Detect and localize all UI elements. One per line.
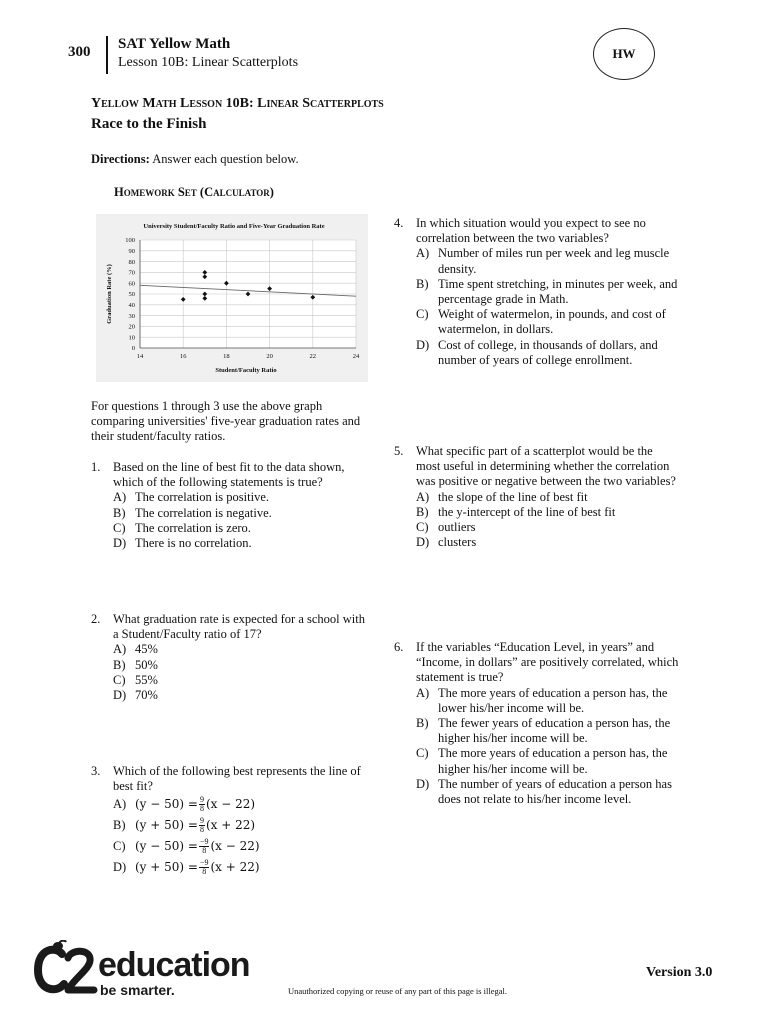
answer-option[interactable]: B) 50% (113, 657, 158, 672)
directions-label: Directions: (91, 152, 150, 166)
y-tick-label: 0 (131, 345, 135, 353)
question-number: 3. (91, 764, 101, 778)
y-tick-label: 70 (128, 269, 135, 277)
answer-option[interactable]: A) (y − 50) = $\frac{9}{8}$ (x − 22) (113, 795, 256, 814)
section-title: Race to the Finish (91, 116, 207, 132)
scatterplot-chart (96, 214, 368, 382)
question-stem: In which situation would you expect to see no correlation between the two variables? (416, 216, 646, 246)
question-6 (394, 640, 679, 807)
course-title: SAT Yellow Math (118, 36, 231, 52)
hw-badge: HW (593, 28, 655, 80)
y-tick-label: 100 (125, 237, 135, 245)
question-stem: What specific part of a scatterplot would be the most useful in determining whether the correlation was positive or negative between the two variables? (416, 444, 676, 489)
answer-option[interactable]: C) outliers (416, 520, 476, 535)
lesson-title: Yellow Math Lesson 10B: Linear Scatterplots (91, 96, 384, 111)
question-5 (394, 444, 679, 550)
x-tick-label: 20 (266, 353, 273, 360)
scatterplot-figure (96, 214, 368, 382)
y-tick-label: 30 (128, 312, 135, 320)
question-2 (91, 612, 366, 703)
answer-option[interactable]: B) the y-intercept of the line of best fit (416, 504, 616, 519)
question-number: 2. (91, 612, 101, 626)
answer-option[interactable]: C) (y − 50) = $\frac{-9}{8}$ (x − 22) (113, 837, 260, 856)
answer-option[interactable]: B) Time spent stretching, in minutes per week, and percentage grade in Math. (416, 276, 678, 307)
answer-option[interactable]: D) There is no correlation. (113, 536, 252, 551)
question-3 (91, 764, 366, 878)
y-tick-label: 10 (128, 334, 135, 342)
header-divider (106, 36, 108, 74)
x-tick-label: 16 (179, 353, 187, 360)
directions (91, 152, 299, 167)
chart-x-label: Student/Faculty Ratio (215, 367, 277, 374)
answer-option[interactable]: D) clusters (416, 535, 477, 550)
y-tick-label: 20 (128, 323, 135, 331)
answer-option[interactable]: C) Weight of watermelon, in pounds, and cost of watermelon, in dollars. (416, 307, 666, 337)
question-4 (394, 216, 679, 368)
homework-set-heading: Homework Set (Calculator) (114, 185, 274, 199)
answer-option[interactable]: C) The more years of education a person has, the higher his/her income will be. (416, 746, 668, 776)
answer-option[interactable]: D) (y + 50) = $\frac{-9}{8}$ (x + 22) (113, 858, 260, 877)
version-label: Version 3.0 (646, 965, 713, 980)
x-tick-label: 22 (309, 353, 317, 360)
x-tick-label: 14 (136, 353, 144, 360)
answer-option[interactable]: B) The fewer years of education a person has, the higher his/her income will be. (416, 716, 671, 746)
answer-option[interactable]: A) the slope of the line of best fit (416, 489, 588, 504)
c2-logo-icon (34, 940, 98, 996)
question-stem: What graduation rate is expected for a school with a Student/Faculty ratio of 17? (113, 612, 365, 642)
answer-option[interactable]: C) The correlation is zero. (113, 520, 251, 535)
chart-title: University Student/Faculty Ratio and Five-Year Graduation Rate (143, 223, 325, 230)
answer-option[interactable]: A) The more years of education a person has, the lower his/her income will be. (416, 685, 668, 715)
logo-wordmark: education (98, 946, 250, 984)
question-stem: Based on the line of best fit to the data shown, which of the following statements is true? (113, 460, 345, 490)
question-number: 4. (394, 216, 404, 230)
y-tick-label: 80 (128, 258, 135, 266)
answer-option[interactable]: D) Cost of college, in thousands of dollars, and number of years of college enrollment. (416, 337, 658, 367)
answer-option[interactable]: D) The number of years of education a person has does not relate to his/her income level. (416, 776, 672, 807)
y-tick-label: 60 (128, 280, 135, 288)
lesson-subtitle: Lesson 10B: Linear Scatterplots (118, 55, 299, 70)
directions-text: Answer each question below. (149, 152, 299, 166)
question-number: 1. (91, 460, 101, 474)
y-tick-label: 50 (128, 291, 135, 299)
x-tick-label: 24 (352, 353, 360, 360)
question-number: 5. (394, 444, 404, 458)
answer-option[interactable]: B) The correlation is negative. (113, 505, 272, 520)
question-stem: Which of the following best represents the line of best fit? (113, 764, 361, 794)
chart-y-label: Graduation Rate (%) (106, 264, 113, 324)
question-stem: If the variables “Education Level, in years” and “Income, in dollars” are positively correlated, which statement is true? (416, 640, 679, 685)
answer-option[interactable]: C) 55% (113, 672, 158, 687)
answer-option[interactable]: A) Number of miles run per week and leg muscle density. (416, 246, 670, 276)
questions-intro: For questions 1 through 3 use the above graph comparing universities' five-year graduation rates and their student/faculty ratios. (91, 399, 361, 444)
answer-option[interactable]: A) The correlation is positive. (113, 490, 269, 505)
question-1 (91, 460, 366, 551)
x-tick-label: 18 (223, 353, 230, 360)
answer-option[interactable]: D) 70% (113, 688, 158, 703)
y-tick-label: 40 (128, 302, 135, 309)
answer-option[interactable]: A) 45% (113, 642, 158, 657)
copyright-notice: Unauthorized copying or reuse of any part of this page is illegal. (288, 986, 508, 996)
question-number: 6. (394, 640, 404, 654)
page-number: 300 (68, 44, 91, 60)
logo-tagline: be smarter. (100, 982, 175, 998)
y-tick-label: 90 (128, 248, 135, 255)
answer-option[interactable]: B) (y + 50) = $\frac{9}{8}$ (x + 22) (113, 816, 256, 835)
